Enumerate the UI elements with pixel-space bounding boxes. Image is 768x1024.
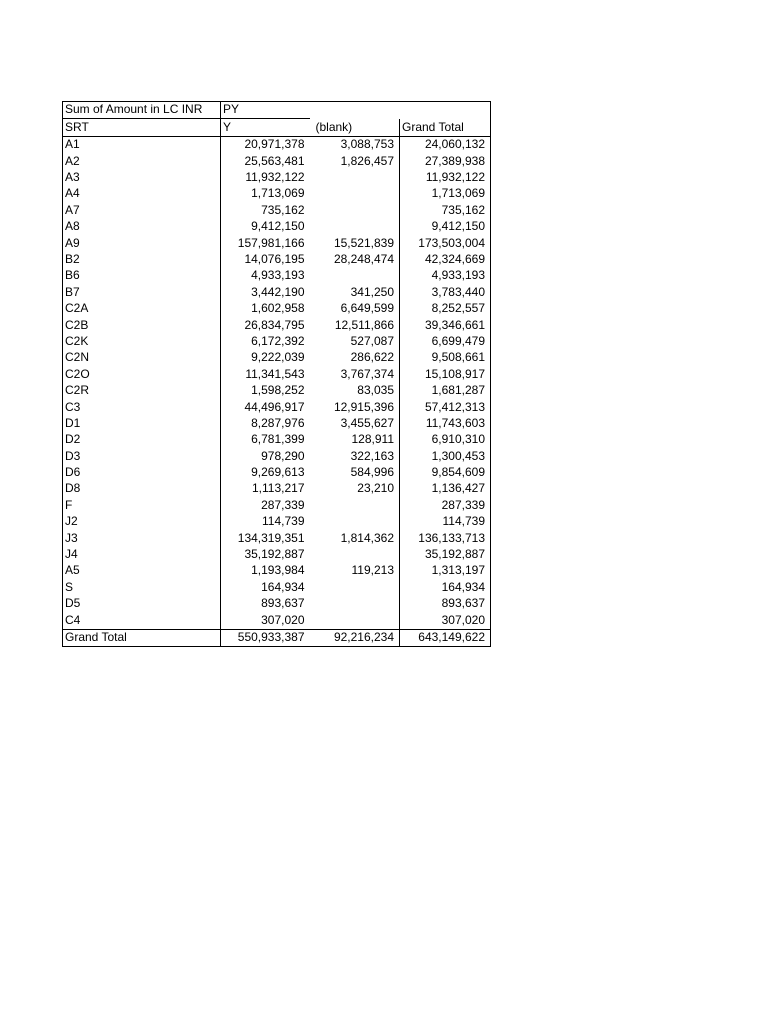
table-row xyxy=(63,333,491,349)
blank-value-cell[interactable] xyxy=(310,596,400,612)
blank-value-cell[interactable]: 3,767,374 xyxy=(340,366,394,381)
srt-cell[interactable]: C2O xyxy=(63,366,221,382)
table-row xyxy=(63,530,491,546)
srt-cell[interactable]: A7 xyxy=(63,202,221,218)
srt-cell[interactable]: C2B xyxy=(63,317,221,333)
grand-total-cell[interactable]: 735,162 xyxy=(400,202,491,218)
grand-total-cell[interactable]: 6,699,479 xyxy=(400,333,491,349)
table-row xyxy=(63,563,491,579)
srt-cell[interactable]: F xyxy=(63,497,221,513)
table-row xyxy=(63,465,491,481)
grand-total-cell[interactable]: 11,743,603 xyxy=(400,415,491,431)
blank-value-cell[interactable] xyxy=(310,579,400,595)
y-value-cell[interactable]: 3,442,190 xyxy=(221,284,310,300)
y-value-cell[interactable]: 9,269,613 xyxy=(221,465,310,481)
srt-cell[interactable]: A3 xyxy=(63,170,221,186)
blank-value-cell[interactable] xyxy=(310,268,400,284)
y-value-cell[interactable]: 1,602,958 xyxy=(221,301,310,317)
y-value-cell[interactable]: 1,113,217 xyxy=(221,481,310,497)
grand-total-cell[interactable]: 136,133,713 xyxy=(400,530,491,546)
table-row xyxy=(63,481,491,497)
srt-cell[interactable]: C4 xyxy=(63,612,221,629)
srt-cell[interactable]: J4 xyxy=(63,547,221,563)
blank-value-cell[interactable]: 23,210 xyxy=(357,481,394,496)
blank-value-cell[interactable]: 83,035 xyxy=(357,383,394,398)
srt-cell[interactable]: J3 xyxy=(63,530,221,546)
y-value-cell[interactable]: 26,834,795 xyxy=(221,317,310,333)
srt-cell[interactable]: C2N xyxy=(63,350,221,366)
y-value-cell[interactable]: 164,934 xyxy=(221,579,310,595)
srt-cell[interactable]: A5 xyxy=(63,563,221,579)
column-header-grand-total[interactable]: Grand Total xyxy=(400,119,491,136)
table-row xyxy=(63,350,491,366)
grand-total-cell[interactable]: 3,783,440 xyxy=(400,284,491,300)
table-row xyxy=(63,612,491,629)
grand-total-cell[interactable]: 35,192,887 xyxy=(400,547,491,563)
table-row xyxy=(63,202,491,218)
blank-value-cell[interactable]: 341,250 xyxy=(350,284,394,299)
grand-total-cell[interactable]: 287,339 xyxy=(400,497,491,513)
y-value-cell[interactable]: 9,222,039 xyxy=(221,350,310,366)
pivot-column-header-row xyxy=(63,119,491,136)
y-value-cell[interactable]: 287,339 xyxy=(221,497,310,513)
blank-value-cell[interactable]: 6,649,599 xyxy=(340,301,394,316)
y-value-cell[interactable]: 9,412,150 xyxy=(221,219,310,235)
table-row xyxy=(63,301,491,317)
blank-value-cell[interactable]: 527,087 xyxy=(350,333,394,348)
pivot-header-row xyxy=(63,102,491,119)
column-header-blank[interactable]: (blank) xyxy=(310,119,400,136)
grand-total-cell[interactable]: 307,020 xyxy=(400,612,491,629)
blank-value-cell[interactable]: 28,248,474 xyxy=(333,252,394,266)
y-value-cell[interactable]: 1,598,252 xyxy=(221,383,310,399)
blank-value-cell[interactable] xyxy=(310,170,400,186)
header-filler xyxy=(400,102,491,119)
grand-total-row xyxy=(63,629,491,646)
table-row xyxy=(63,219,491,235)
y-value-cell[interactable]: 893,637 xyxy=(221,596,310,612)
srt-cell[interactable]: D5 xyxy=(63,596,221,612)
blank-value-cell[interactable]: 15,521,839 xyxy=(333,235,394,250)
pivot-table-body xyxy=(63,102,491,647)
grand-total-cell[interactable]: 1,313,197 xyxy=(400,563,491,579)
y-value-cell[interactable]: 14,076,195 xyxy=(221,252,310,268)
blank-value-cell[interactable] xyxy=(310,186,400,202)
blank-value-cell[interactable]: 12,511,866 xyxy=(334,317,394,332)
grand-total-cell[interactable]: 24,060,132 xyxy=(400,136,491,153)
grand-total-blank[interactable]: 92,216,234 xyxy=(310,629,400,646)
y-value-cell[interactable]: 6,172,392 xyxy=(221,333,310,349)
blank-value-cell[interactable]: 1,814,362 xyxy=(340,530,394,545)
grand-total-cell[interactable]: 27,389,938 xyxy=(400,153,491,169)
grand-total-cell[interactable]: 9,508,661 xyxy=(400,350,491,366)
blank-value-cell[interactable]: 3,455,627 xyxy=(340,415,394,430)
table-row xyxy=(63,383,491,399)
srt-cell[interactable]: C3 xyxy=(63,399,221,415)
grand-total-cell[interactable]: 114,739 xyxy=(400,514,491,530)
y-value-cell[interactable]: 25,563,481 xyxy=(221,153,310,169)
srt-cell[interactable]: B6 xyxy=(63,268,221,284)
table-row xyxy=(63,432,491,448)
table-row xyxy=(63,497,491,513)
table-row xyxy=(63,547,491,563)
grand-total-cell[interactable]: 57,412,313 xyxy=(400,399,491,415)
srt-cell[interactable]: A9 xyxy=(63,235,221,251)
y-value-cell[interactable]: 11,341,543 xyxy=(221,366,310,382)
blank-value-cell[interactable]: 119,213 xyxy=(351,563,394,578)
column-header-y[interactable]: Y xyxy=(221,119,310,136)
grand-total-cell[interactable]: 11,932,122 xyxy=(400,170,491,186)
blank-value-cell[interactable] xyxy=(310,612,400,629)
table-row xyxy=(63,136,491,153)
grand-total-y[interactable]: 550,933,387 xyxy=(221,629,310,646)
srt-cell[interactable]: A1 xyxy=(63,136,221,153)
srt-cell[interactable]: J2 xyxy=(63,514,221,530)
y-value-cell[interactable]: 134,319,351 xyxy=(221,530,310,546)
column-field-label[interactable]: PY xyxy=(221,102,310,119)
blank-value-cell[interactable]: 286,622 xyxy=(350,350,394,365)
table-row xyxy=(63,284,491,300)
y-value-cell[interactable]: 114,739 xyxy=(221,514,310,530)
blank-value-cell[interactable] xyxy=(310,547,400,563)
blank-value-cell[interactable]: 1,826,457 xyxy=(340,153,394,168)
table-row xyxy=(63,186,491,202)
blank-value-cell[interactable]: 322,163 xyxy=(350,448,394,463)
table-row xyxy=(63,399,491,415)
header-filler xyxy=(310,102,400,119)
grand-total-cell[interactable]: 15,108,917 xyxy=(400,366,491,382)
blank-value-cell[interactable]: 12,915,396 xyxy=(333,399,394,414)
table-row xyxy=(63,268,491,284)
grand-total-cell[interactable]: 1,136,427 xyxy=(400,481,491,497)
table-row xyxy=(63,153,491,169)
table-row xyxy=(63,579,491,595)
srt-cell[interactable]: A8 xyxy=(63,219,221,235)
y-value-cell[interactable]: 1,713,069 xyxy=(221,186,310,202)
blank-value-cell[interactable]: 584,996 xyxy=(350,465,394,480)
grand-total-total[interactable]: 643,149,622 xyxy=(400,629,491,646)
table-row xyxy=(63,170,491,186)
y-value-cell[interactable]: 11,932,122 xyxy=(221,170,310,186)
grand-total-cell[interactable]: 1,713,069 xyxy=(400,186,491,202)
y-value-cell[interactable]: 307,020 xyxy=(221,612,310,629)
table-row xyxy=(63,448,491,464)
table-row xyxy=(63,235,491,251)
y-value-cell[interactable]: 735,162 xyxy=(221,202,310,218)
table-row xyxy=(63,596,491,612)
row-field-label[interactable]: SRT xyxy=(63,119,221,136)
grand-total-cell[interactable]: 8,252,557 xyxy=(400,301,491,317)
blank-value-cell[interactable] xyxy=(310,219,400,235)
srt-cell[interactable]: A4 xyxy=(63,186,221,202)
grand-total-cell[interactable]: 39,346,661 xyxy=(400,317,491,333)
table-row xyxy=(63,366,491,382)
y-value-cell[interactable]: 8,287,976 xyxy=(221,415,310,431)
blank-value-cell[interactable]: 128,911 xyxy=(351,432,394,447)
grand-total-cell[interactable]: 9,854,609 xyxy=(400,465,491,481)
srt-cell[interactable]: B7 xyxy=(63,284,221,300)
y-value-cell[interactable]: 4,933,193 xyxy=(221,268,310,284)
srt-cell[interactable]: A2 xyxy=(63,153,221,169)
srt-cell[interactable]: C2R xyxy=(63,383,221,399)
grand-total-label[interactable]: Grand Total xyxy=(63,629,221,646)
y-value-cell[interactable]: 20,971,378 xyxy=(221,136,310,153)
y-value-cell[interactable]: 1,193,984 xyxy=(221,563,310,579)
grand-total-cell[interactable]: 4,933,193 xyxy=(400,268,491,284)
blank-value-cell[interactable]: 3,088,753 xyxy=(340,137,394,152)
grand-total-cell[interactable]: 1,681,287 xyxy=(400,383,491,399)
blank-value-cell[interactable] xyxy=(310,497,400,513)
y-value-cell[interactable]: 6,781,399 xyxy=(221,432,310,448)
srt-cell[interactable]: D1 xyxy=(63,415,221,431)
y-value-cell[interactable]: 35,192,887 xyxy=(221,547,310,563)
table-row xyxy=(63,514,491,530)
srt-cell[interactable]: D2 xyxy=(63,432,221,448)
grand-total-cell[interactable]: 42,324,669 xyxy=(400,252,491,268)
grand-total-cell[interactable]: 9,412,150 xyxy=(400,219,491,235)
grand-total-cell[interactable]: 164,934 xyxy=(400,579,491,595)
table-row xyxy=(63,415,491,431)
blank-value-cell[interactable] xyxy=(310,202,400,218)
grand-total-cell[interactable]: 173,503,004 xyxy=(400,235,491,251)
srt-cell[interactable]: D6 xyxy=(63,465,221,481)
table-row xyxy=(63,317,491,333)
y-value-cell[interactable]: 44,496,917 xyxy=(221,399,310,415)
srt-cell[interactable]: B2 xyxy=(63,252,221,268)
blank-value-cell[interactable] xyxy=(310,514,400,530)
srt-cell[interactable]: C2K xyxy=(63,333,221,349)
table-row xyxy=(63,252,491,268)
srt-cell[interactable]: C2A xyxy=(63,301,221,317)
y-value-cell[interactable]: 978,290 xyxy=(221,448,310,464)
y-value-cell[interactable]: 157,981,166 xyxy=(221,235,310,251)
grand-total-cell[interactable]: 893,637 xyxy=(400,596,491,612)
srt-cell[interactable]: D3 xyxy=(63,448,221,464)
srt-cell[interactable]: D8 xyxy=(63,481,221,497)
corner-label[interactable]: Sum of Amount in LC INR xyxy=(63,102,221,119)
pivot-table xyxy=(62,101,491,647)
grand-total-cell[interactable]: 1,300,453 xyxy=(400,448,491,464)
grand-total-cell[interactable]: 6,910,310 xyxy=(400,432,491,448)
srt-cell[interactable]: S xyxy=(63,579,221,595)
